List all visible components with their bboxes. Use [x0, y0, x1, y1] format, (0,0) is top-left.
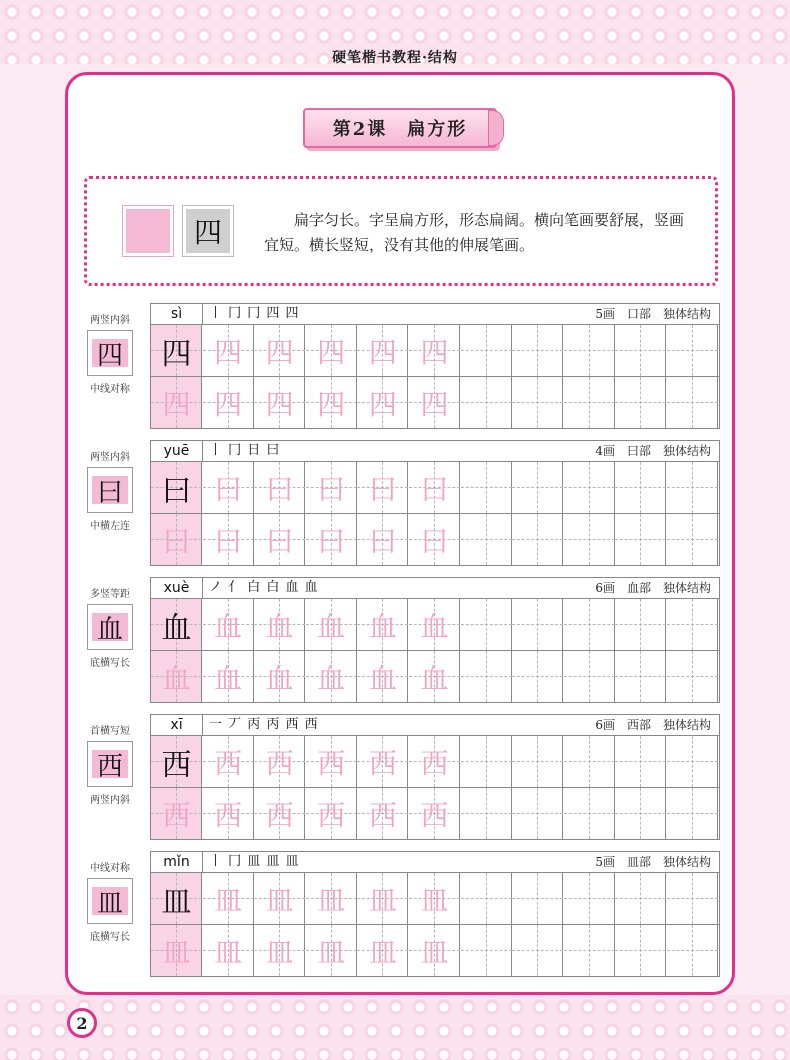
- practice-cell[interactable]: [306, 377, 357, 428]
- practice-cell[interactable]: [512, 325, 563, 376]
- practice-cell[interactable]: [306, 925, 357, 976]
- practice-row: [151, 514, 719, 565]
- model-char: 皿: [161, 884, 192, 920]
- practice-cell[interactable]: [357, 788, 408, 839]
- practice-cell[interactable]: [461, 873, 512, 924]
- practice-cell[interactable]: [512, 599, 563, 650]
- practice-cell[interactable]: [615, 599, 666, 650]
- practice-cell[interactable]: [151, 651, 202, 702]
- practice-cell[interactable]: [254, 599, 305, 650]
- shape-swatch: [122, 205, 174, 257]
- trace-char: 曰: [317, 524, 346, 558]
- practice-cell[interactable]: [667, 736, 718, 787]
- practice-cell[interactable]: [254, 325, 305, 376]
- trace-char: 西: [420, 746, 449, 780]
- trace-char: 血: [214, 661, 243, 695]
- practice-cell[interactable]: [461, 514, 512, 565]
- trace-char: 四: [368, 335, 397, 369]
- practice-cell[interactable]: [203, 462, 254, 513]
- practice-cell[interactable]: [512, 514, 563, 565]
- structure-box: [87, 741, 133, 787]
- model-char: 曰: [161, 473, 192, 509]
- practice-cell[interactable]: [357, 377, 408, 428]
- practice-cell[interactable]: [461, 462, 512, 513]
- practice-cell[interactable]: [254, 651, 305, 702]
- practice-cell[interactable]: [306, 788, 357, 839]
- model-char: 西: [161, 747, 192, 783]
- practice-cell[interactable]: [357, 925, 408, 976]
- practice-cell[interactable]: [461, 925, 512, 976]
- practice-grid: [150, 440, 720, 566]
- trace-char: 皿: [265, 935, 294, 969]
- structure-box: [87, 467, 133, 513]
- practice-cell[interactable]: [151, 514, 202, 565]
- trace-char: 四: [317, 335, 346, 369]
- practice-cell[interactable]: [667, 462, 718, 513]
- trace-char: 血: [420, 661, 449, 695]
- trace-char: 血: [265, 661, 294, 695]
- intro-text: 扁字匀长。字呈扁方形，形态扁阔。横向笔画要舒展，竖画宜短。横长竖短，没有其他的伸展笔画。: [264, 211, 685, 254]
- note-top: 中线对称: [90, 863, 130, 874]
- trace-char: 曰: [420, 472, 449, 506]
- practice-cell[interactable]: [357, 514, 408, 565]
- practice-cell[interactable]: [203, 599, 254, 650]
- practice-cell[interactable]: [254, 736, 305, 787]
- practice-cell[interactable]: [667, 788, 718, 839]
- char-note-column: [76, 859, 144, 943]
- practice-row: [151, 736, 719, 788]
- structure-char: 西: [96, 751, 123, 782]
- trace-char: 血: [214, 609, 243, 643]
- practice-cell[interactable]: [667, 377, 718, 428]
- practice-cell[interactable]: [564, 736, 615, 787]
- practice-row: [151, 325, 719, 377]
- practice-cell[interactable]: [306, 736, 357, 787]
- grid-header: [151, 578, 719, 599]
- trace-char: 血: [317, 661, 346, 695]
- trace-char: 曰: [214, 524, 243, 558]
- note-top: 首横写短: [90, 726, 130, 737]
- practice-cell[interactable]: [615, 736, 666, 787]
- practice-cell[interactable]: [667, 651, 718, 702]
- practice-cell[interactable]: [254, 462, 305, 513]
- practice-cell[interactable]: [564, 599, 615, 650]
- trace-char: 血: [317, 609, 346, 643]
- trace-char: 西: [420, 798, 449, 832]
- practice-cell[interactable]: [151, 462, 202, 513]
- practice-row: [151, 377, 719, 428]
- trace-char: 皿: [265, 883, 294, 917]
- intro-sample-char: [182, 205, 234, 257]
- practice-cell[interactable]: [254, 514, 305, 565]
- char-info: 5画 口部 独体结构: [595, 307, 711, 321]
- practice-row: [151, 788, 719, 839]
- pinyin: sì: [151, 304, 203, 324]
- structure-box: [87, 878, 133, 924]
- practice-cell[interactable]: [151, 599, 202, 650]
- practice-cell[interactable]: [615, 462, 666, 513]
- pinyin: xuè: [151, 578, 203, 598]
- practice-cell[interactable]: [461, 788, 512, 839]
- practice-cell[interactable]: [512, 651, 563, 702]
- lesson-title: 第2课 扁方形: [303, 108, 497, 148]
- stroke-order: 丨 冂 日 曰: [209, 443, 281, 458]
- trace-char: 曰: [317, 472, 346, 506]
- practice-cell[interactable]: [306, 514, 357, 565]
- practice-cell[interactable]: [203, 925, 254, 976]
- trace-char: 西: [368, 746, 397, 780]
- trace-char: 西: [317, 798, 346, 832]
- practice-cell[interactable]: [564, 462, 615, 513]
- structure-box: [87, 604, 133, 650]
- practice-cell[interactable]: [667, 514, 718, 565]
- trace-char: 西: [317, 746, 346, 780]
- practice-cell[interactable]: [512, 462, 563, 513]
- char-note-column: [76, 311, 144, 395]
- practice-cell[interactable]: [564, 925, 615, 976]
- practice-cell[interactable]: [151, 325, 202, 376]
- practice-cell[interactable]: [409, 788, 460, 839]
- practice-cell[interactable]: [306, 599, 357, 650]
- practice-cell[interactable]: [512, 873, 563, 924]
- trace-char: 曰: [368, 472, 397, 506]
- grid-header: [151, 304, 719, 325]
- practice-cell[interactable]: [203, 325, 254, 376]
- practice-cell[interactable]: [564, 651, 615, 702]
- practice-cell[interactable]: [667, 925, 718, 976]
- practice-row: [151, 873, 719, 925]
- practice-cell[interactable]: [564, 377, 615, 428]
- char-info: 6画 血部 独体结构: [595, 581, 711, 595]
- practice-cell[interactable]: [409, 873, 460, 924]
- book-title: 硬笔楷书教程·结构: [332, 50, 458, 66]
- practice-cell[interactable]: [615, 325, 666, 376]
- trace-char: 皿: [368, 883, 397, 917]
- practice-cell[interactable]: [306, 651, 357, 702]
- trace-char: 西: [265, 746, 294, 780]
- practice-cell[interactable]: [461, 736, 512, 787]
- trace-char: 四: [368, 387, 397, 421]
- trace-char: 西: [162, 798, 191, 832]
- practice-cell[interactable]: [254, 788, 305, 839]
- trace-char: 西: [214, 746, 243, 780]
- structure-char: 四: [96, 340, 123, 371]
- structure-box: [87, 330, 133, 376]
- practice-cell[interactable]: [409, 377, 460, 428]
- trace-char: 血: [368, 609, 397, 643]
- practice-cell[interactable]: [254, 377, 305, 428]
- trace-char: 四: [214, 335, 243, 369]
- practice-cell[interactable]: [615, 377, 666, 428]
- practice-cell[interactable]: [512, 377, 563, 428]
- model-char: 血: [161, 610, 192, 646]
- practice-cell[interactable]: [615, 788, 666, 839]
- note-top: 两竖内斜: [90, 452, 130, 463]
- practice-cell[interactable]: [461, 377, 512, 428]
- practice-cell[interactable]: [409, 462, 460, 513]
- practice-cell[interactable]: [203, 873, 254, 924]
- practice-cell[interactable]: [203, 788, 254, 839]
- practice-cell[interactable]: [564, 325, 615, 376]
- note-bottom: 底横写长: [90, 932, 130, 943]
- note-bottom: 底横写长: [90, 658, 130, 669]
- practice-grid: [150, 303, 720, 429]
- char-info: 6画 西部 独体结构: [595, 718, 711, 732]
- trace-char: 血: [162, 661, 191, 695]
- practice-cell[interactable]: [254, 873, 305, 924]
- practice-cell[interactable]: [151, 925, 202, 976]
- practice-cell[interactable]: [461, 651, 512, 702]
- trace-char: 西: [265, 798, 294, 832]
- trace-char: 四: [420, 387, 449, 421]
- trace-char: 曰: [162, 524, 191, 558]
- practice-cell[interactable]: [203, 736, 254, 787]
- trace-char: 曰: [265, 472, 294, 506]
- practice-cell[interactable]: [306, 462, 357, 513]
- practice-cell[interactable]: [151, 788, 202, 839]
- char-info: 5画 皿部 独体结构: [595, 855, 711, 869]
- trace-char: 四: [214, 387, 243, 421]
- trace-char: 皿: [162, 935, 191, 969]
- trace-char: 四: [265, 335, 294, 369]
- stroke-order: 丨 冂 皿 皿 皿: [209, 854, 300, 869]
- trace-char: 曰: [214, 472, 243, 506]
- trace-char: 皿: [214, 935, 243, 969]
- practice-cell[interactable]: [564, 873, 615, 924]
- practice-grid: [150, 851, 720, 977]
- practice-grid: [150, 577, 720, 703]
- practice-cell[interactable]: [151, 873, 202, 924]
- practice-cell[interactable]: [512, 788, 563, 839]
- grid-header: [151, 715, 719, 736]
- practice-cell[interactable]: [667, 599, 718, 650]
- practice-cell[interactable]: [409, 736, 460, 787]
- trace-char: 血: [265, 609, 294, 643]
- trace-char: 皿: [368, 935, 397, 969]
- practice-cell[interactable]: [564, 514, 615, 565]
- practice-cell[interactable]: [357, 873, 408, 924]
- practice-cell[interactable]: [512, 925, 563, 976]
- pinyin: xī: [151, 715, 203, 735]
- practice-row: [151, 651, 719, 702]
- model-char: 四: [161, 336, 192, 372]
- note-bottom: 中线对称: [90, 384, 130, 395]
- stroke-order: 丨 冂 冂 四 四: [209, 306, 300, 321]
- practice-cell[interactable]: [409, 651, 460, 702]
- note-top: 两竖内斜: [90, 315, 130, 326]
- practice-cell[interactable]: [203, 377, 254, 428]
- practice-row: [151, 462, 719, 514]
- trace-char: 皿: [214, 883, 243, 917]
- practice-cell[interactable]: [409, 514, 460, 565]
- practice-cell[interactable]: [615, 925, 666, 976]
- stroke-order: 一 丆 丙 丙 西 西: [209, 717, 319, 732]
- lace-border-bottom: [0, 995, 790, 1060]
- structure-char: 曰: [96, 477, 123, 508]
- trace-char: 曰: [265, 524, 294, 558]
- trace-char: 四: [317, 387, 346, 421]
- practice-cell[interactable]: [357, 651, 408, 702]
- practice-cell[interactable]: [461, 325, 512, 376]
- trace-char: 血: [420, 609, 449, 643]
- practice-cell[interactable]: [151, 736, 202, 787]
- trace-char: 四: [162, 387, 191, 421]
- practice-cell[interactable]: [615, 873, 666, 924]
- grid-header: [151, 441, 719, 462]
- pinyin: yuē: [151, 441, 203, 461]
- practice-cell[interactable]: [409, 325, 460, 376]
- trace-char: 曰: [420, 524, 449, 558]
- trace-char: 四: [420, 335, 449, 369]
- char-info: 4画 曰部 独体结构: [595, 444, 711, 458]
- char-note-column: [76, 585, 144, 669]
- trace-char: 血: [368, 661, 397, 695]
- practice-cell[interactable]: [306, 873, 357, 924]
- practice-cell[interactable]: [409, 925, 460, 976]
- practice-cell[interactable]: [461, 599, 512, 650]
- grid-header: [151, 852, 719, 873]
- practice-cell[interactable]: [409, 599, 460, 650]
- banner-scroll-curl: [488, 110, 504, 146]
- practice-grid: [150, 714, 720, 840]
- note-top: 多竖等距: [90, 589, 130, 600]
- trace-char: 皿: [420, 935, 449, 969]
- practice-cell[interactable]: [667, 325, 718, 376]
- practice-cell[interactable]: [254, 925, 305, 976]
- pinyin: mǐn: [151, 852, 203, 872]
- practice-cell[interactable]: [357, 599, 408, 650]
- structure-char: 血: [96, 614, 123, 645]
- intro-sample-glyph: 四: [186, 209, 230, 253]
- practice-cell[interactable]: [357, 462, 408, 513]
- char-note-column: [76, 448, 144, 532]
- practice-cell[interactable]: [306, 325, 357, 376]
- practice-cell[interactable]: [203, 651, 254, 702]
- char-note-column: [76, 722, 144, 806]
- practice-cell[interactable]: [615, 514, 666, 565]
- note-bottom: 中横左连: [90, 521, 130, 532]
- practice-cell[interactable]: [357, 325, 408, 376]
- practice-cell[interactable]: [615, 651, 666, 702]
- trace-char: 皿: [317, 935, 346, 969]
- practice-cell[interactable]: [512, 736, 563, 787]
- trace-char: 曰: [368, 524, 397, 558]
- structure-char: 皿: [96, 888, 123, 919]
- trace-char: 皿: [317, 883, 346, 917]
- practice-row: [151, 599, 719, 651]
- practice-cell[interactable]: [203, 514, 254, 565]
- trace-char: 四: [265, 387, 294, 421]
- practice-cell[interactable]: [667, 873, 718, 924]
- practice-cell[interactable]: [564, 788, 615, 839]
- page-number: 2: [67, 1008, 97, 1038]
- trace-char: 西: [368, 798, 397, 832]
- practice-row: [151, 925, 719, 976]
- trace-char: 西: [214, 798, 243, 832]
- practice-cell[interactable]: [151, 377, 202, 428]
- note-bottom: 两竖内斜: [90, 795, 130, 806]
- trace-char: 皿: [420, 883, 449, 917]
- stroke-order: ノ 亻 白 白 血 血: [209, 580, 319, 595]
- practice-cell[interactable]: [357, 736, 408, 787]
